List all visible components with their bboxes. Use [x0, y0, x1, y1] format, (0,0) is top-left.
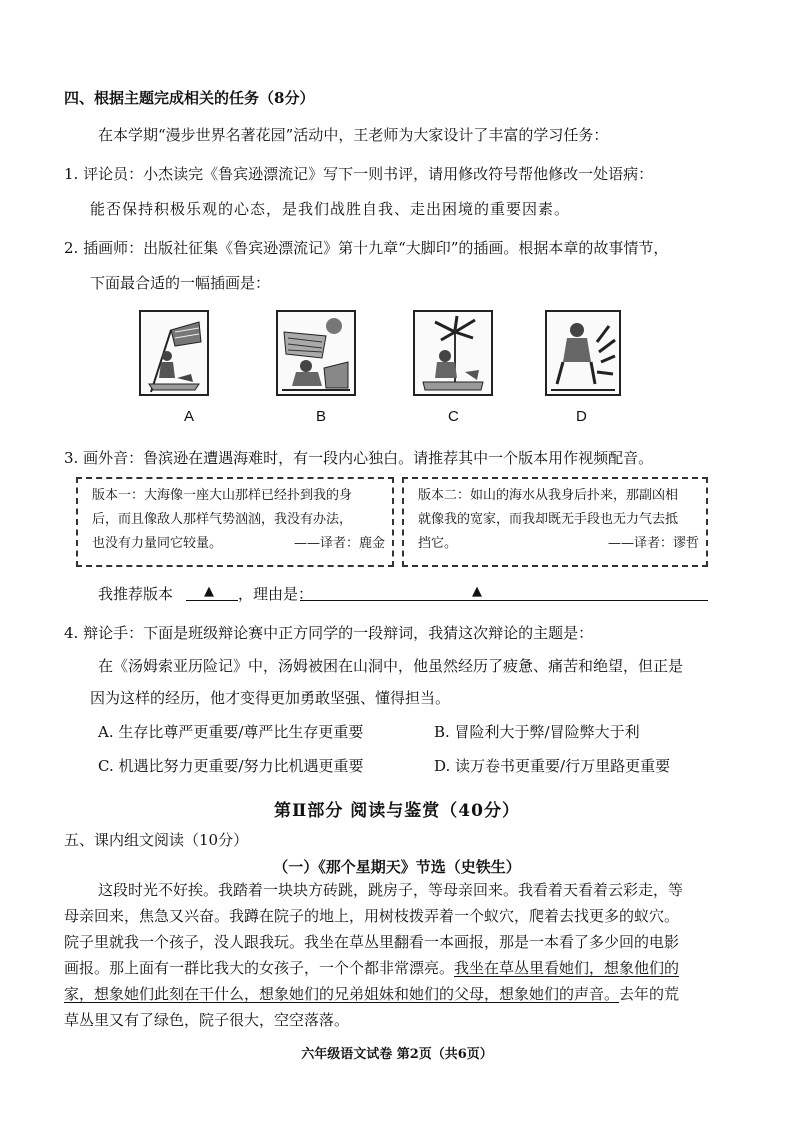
answer-marker: ▲ — [472, 584, 482, 599]
page-footer: 六年级语文试卷 第2页（共6页） — [301, 1047, 493, 1062]
version-1-line: 版本一：大海像一座大山那样已经扑到我的身 — [92, 488, 353, 503]
passage-line: 母亲回来，焦急又兴奋。我蹲在院子的地上，用树枝拨弄着一个蚁穴，爬着去找更多的蚁穴。 — [64, 907, 680, 925]
passage-title: （一）《那个星期天》节选（史铁生） — [273, 858, 521, 876]
option-a[interactable]: A. 生存比尊严更重要/尊严比生存更重要 — [98, 723, 364, 741]
option-b[interactable]: B. 冒险利大于弊/冒险弊大于利 — [434, 723, 640, 741]
recommend-reason-label: ，理由是： — [238, 585, 314, 603]
question-1-sentence: 能否保持积极乐观的心态，是我们战胜自我、走出困境的重要因素。 — [90, 200, 571, 218]
version-1-line: 后，而且像敌人那样气势汹汹，我没有办法， — [92, 512, 353, 527]
question-1: 1. 评论员：小杰读完《鲁宾逊漂流记》写下一则书评，请用修改符号帮他修改一处语病： — [64, 165, 654, 183]
passage-text: 去年的荒 — [619, 985, 680, 1003]
version-1-line: 也没有力量同它较量。 — [92, 536, 223, 551]
underlined-sentence: 我坐在草丛里看她们，想象他们的 — [454, 959, 680, 977]
option-b-label: B — [316, 408, 327, 425]
passage-line: 这段时光不好挨。我踏着一块块方砖跳，跳房子，等母亲回来。我看着天看着云彩走，等 — [98, 881, 684, 899]
version-1-translator: ——译者：鹿金 — [294, 536, 386, 551]
version-2-line: 就像我的宽家，而我却既无手段也无力气去抵 — [418, 512, 679, 527]
passage-text: 画报。那上面有一群比我大的女孩子，一个个都非常漂亮。 — [64, 959, 455, 977]
option-c[interactable]: C. 机遇比努力更重要/努力比机遇更重要 — [98, 757, 364, 775]
section-heading: 四、根据主题完成相关的任务（8分） — [64, 89, 315, 107]
section-intro: 在本学期“漫步世界名著花园”活动中，王老师为大家设计了丰富的学习任务： — [98, 126, 609, 144]
question-4-passage: 因为这样的经历，他才变得更加勇敢坚强、懂得担当。 — [90, 689, 451, 707]
passage-line — [64, 984, 679, 1004]
question-2-prompt: 下面最合适的一幅插画是： — [90, 274, 271, 292]
section-5-heading: 五、课内组文阅读（10分） — [64, 831, 249, 849]
passage-line: 院子里就我一个孩子，没人跟我玩。我坐在草丛里翻看一本画报，那是一本看了多少回的电影 — [64, 933, 680, 951]
version-2-translator: ——译者：谬哲 — [608, 536, 700, 551]
version-2-line: 挡它。 — [418, 536, 458, 551]
reason-answer-blank[interactable] — [300, 600, 708, 601]
question-3: 3. 画外音：鲁滨逊在遭遇海难时，有一段内心独白。请推荐其中一个版本用作视频配音。 — [64, 449, 654, 467]
passage-line — [64, 958, 679, 978]
illustration-b-image[interactable] — [276, 310, 356, 396]
option-d[interactable]: D. 读万卷书更重要/行万里路更重要 — [434, 757, 671, 775]
question-4-passage: 在《汤姆索亚历险记》中，汤姆被困在山洞中，他虽然经历了疲惫、痛苦和绝望，但正是 — [98, 657, 684, 675]
illustration-d-image[interactable] — [545, 310, 621, 396]
illustration-a-image[interactable] — [139, 310, 209, 396]
option-c-label: C — [448, 408, 459, 425]
passage-line: 草丛里又有了绿色，院子很大，空空落落。 — [64, 1011, 350, 1029]
option-d-label: D — [576, 408, 587, 425]
version-2-line: 版本二：如山的海水从我身后扑来，那副凶相 — [418, 488, 679, 503]
illustration-c-image[interactable] — [413, 310, 493, 396]
recommend-prefix: 我推荐版本 — [98, 585, 174, 603]
question-4: 4. 辩论手：下面是班级辩论赛中正方同学的一段辩词，我猜这次辩论的主题是： — [64, 624, 594, 642]
underlined-sentence: 家，想象她们此刻在干什么，想象她们的兄弟姐妹和她们的父母，想象她们的声音。 — [64, 985, 620, 1003]
version-1-box — [76, 477, 394, 567]
version-2-box — [402, 477, 708, 567]
answer-marker: ▲ — [204, 584, 214, 599]
option-a-label: A — [184, 408, 195, 425]
part-title: 第Ⅱ部分 阅读与鉴赏（40分） — [274, 801, 520, 821]
question-2: 2. 插画师：出版社征集《鲁宾逊漂流记》第十九章“大脚印”的插画。根据本章的故事情节， — [64, 239, 669, 257]
